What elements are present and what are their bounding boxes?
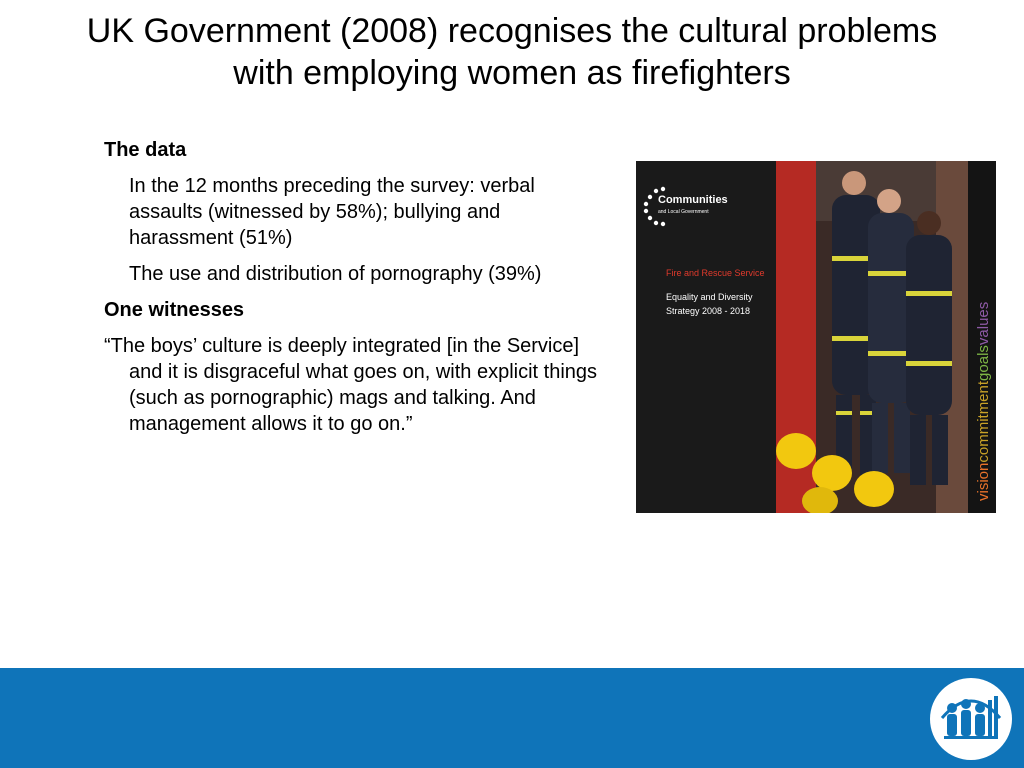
- firefighter-face: [917, 211, 941, 235]
- people-group-icon: [930, 678, 1012, 760]
- helmet: [776, 433, 816, 469]
- slide-body: [104, 137, 609, 437]
- footer-logo: [930, 678, 1012, 760]
- helmet: [812, 455, 852, 491]
- helmet: [854, 471, 894, 507]
- pornography-bullet: The use and distribution of pornography (39%): [129, 263, 542, 285]
- survey-bullet: In the 12 months preceding the survey: verbal assaults (witnessed by 58%); bullying and harassment (51%): [129, 175, 535, 249]
- firefighter-face: [877, 189, 901, 213]
- cover-org-name: Communities: [658, 194, 728, 206]
- cover-subtitle-1: Fire and Rescue Service: [666, 268, 765, 278]
- cover-subtitle-3: Strategy 2008 - 2018: [666, 306, 751, 316]
- heading-the-data: The data: [104, 139, 187, 161]
- cover-subtitle-2: Equality and Diversity: [666, 292, 753, 302]
- cover-side-words: [975, 302, 992, 501]
- firefighter-face: [842, 171, 866, 195]
- witness-quote: “The boys’ culture is deeply integrated [in the Service] and it is disgraceful what goes on, with explicit things (such as pornographic) mags and talking. And management allows it to go on.”: [104, 335, 598, 435]
- side-word-values: values: [975, 301, 992, 346]
- strategy-cover-image: [636, 161, 996, 513]
- firefighter-uniform: [906, 235, 952, 415]
- side-word-goals: goals: [975, 345, 992, 381]
- side-word-commitment: commitment: [975, 380, 992, 463]
- slide-title: UK Government (2008) recognises the cultural problems with employing women as firefighters: [86, 12, 938, 92]
- side-word-vision: vision: [975, 462, 992, 501]
- cover-org-sub: and Local Government: [658, 209, 709, 215]
- cover-art: [636, 161, 996, 513]
- svg-text:visioncommitmentgoalsvalues: [975, 302, 992, 501]
- footer-bar: [0, 668, 1024, 768]
- heading-one-witnesses: One witnesses: [104, 299, 245, 321]
